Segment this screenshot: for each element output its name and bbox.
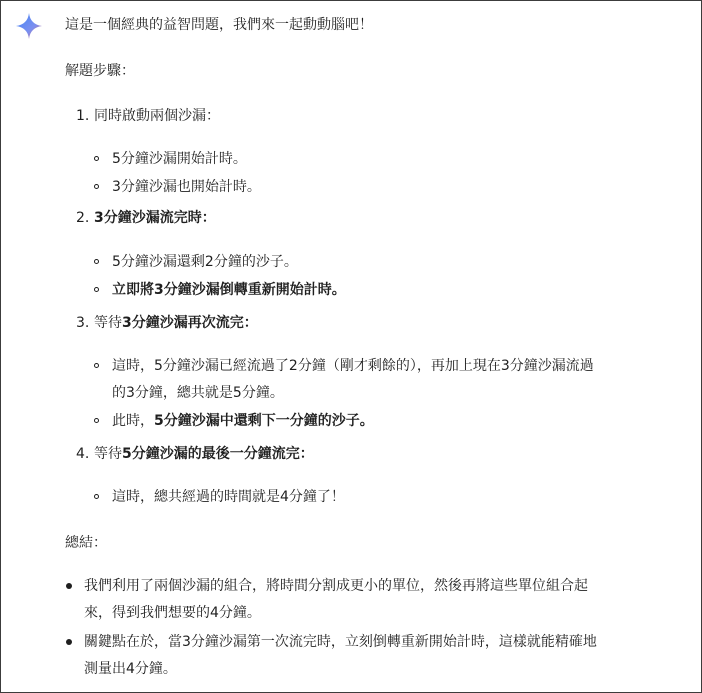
gemini-sparkle-icon xyxy=(15,12,43,40)
step-2-sub-1: 5分鐘沙漏還剩2分鐘的沙子。 xyxy=(112,254,298,270)
step-3-sub-1-line-2: 的3分鐘，總共就是5分鐘。 xyxy=(112,385,284,401)
step-3-title xyxy=(94,311,258,335)
step-3-title-b: 3分鐘沙漏再次流完： xyxy=(122,315,258,331)
summary-bullet xyxy=(66,639,72,645)
summary-1-line-2: 來，得到我們想要的4分鐘。 xyxy=(84,605,261,621)
step-1-sub-2: 3分鐘沙漏也開始計時。 xyxy=(112,179,261,195)
step-4-title-a: 等待 xyxy=(94,446,122,462)
step-4-title xyxy=(94,442,314,466)
step-2-title xyxy=(94,206,216,230)
summary-bullet xyxy=(66,583,72,589)
step-1-title: 同時啟動兩個沙漏： xyxy=(94,108,220,124)
summary-2-line-2: 測量出4分鐘。 xyxy=(84,661,177,677)
sub-bullet xyxy=(94,494,99,499)
sub-bullet xyxy=(94,156,99,161)
step-3-sub-2-a: 此時， xyxy=(112,413,154,429)
summary-heading: 總結： xyxy=(65,535,107,551)
sub-bullet xyxy=(94,184,99,189)
summary-1-line-1: 我們利用了兩個沙漏的組合，將時間分割成更小的單位，然後再將這些單位組合起 xyxy=(84,578,588,594)
step-1-sub-1: 5分鐘沙漏開始計時。 xyxy=(112,151,247,167)
step-3-title-a: 等待 xyxy=(94,315,122,331)
summary-2-line-1: 關鍵點在於，當3分鐘沙漏第一次流完時，立刻倒轉重新開始計時，這樣就能精確地 xyxy=(84,634,597,650)
step-3-sub-2-b: 5分鐘沙漏中還剩下一分鐘的沙子。 xyxy=(154,413,374,429)
step-1-number: 1. xyxy=(76,108,90,124)
step-2-number: 2. xyxy=(76,210,90,226)
step-4-number: 4. xyxy=(76,446,90,462)
sub-bullet xyxy=(94,259,99,264)
intro-text: 這是一個經典的益智問題，我們來一起動動腦吧！ xyxy=(65,17,373,33)
step-2-title-text: 3分鐘沙漏流完時： xyxy=(94,210,216,226)
step-3-number: 3. xyxy=(76,315,90,331)
sub-bullet xyxy=(94,287,99,292)
step-3-sub-1-line-1: 這時，5分鐘沙漏已經流過了2分鐘（剛才剩餘的），再加上現在3分鐘沙漏流過 xyxy=(112,358,594,374)
sub-bullet xyxy=(94,418,99,423)
step-2-sub-2: 立即將3分鐘沙漏倒轉重新開始計時。 xyxy=(112,282,346,298)
sub-bullet xyxy=(94,363,99,368)
step-4-sub-1: 這時，總共經過的時間就是4分鐘了！ xyxy=(112,489,345,505)
step-3-sub-2 xyxy=(112,409,374,433)
step-4-title-b: 5分鐘沙漏的最後一分鐘流完： xyxy=(122,446,314,462)
steps-heading: 解題步驟： xyxy=(65,63,135,79)
